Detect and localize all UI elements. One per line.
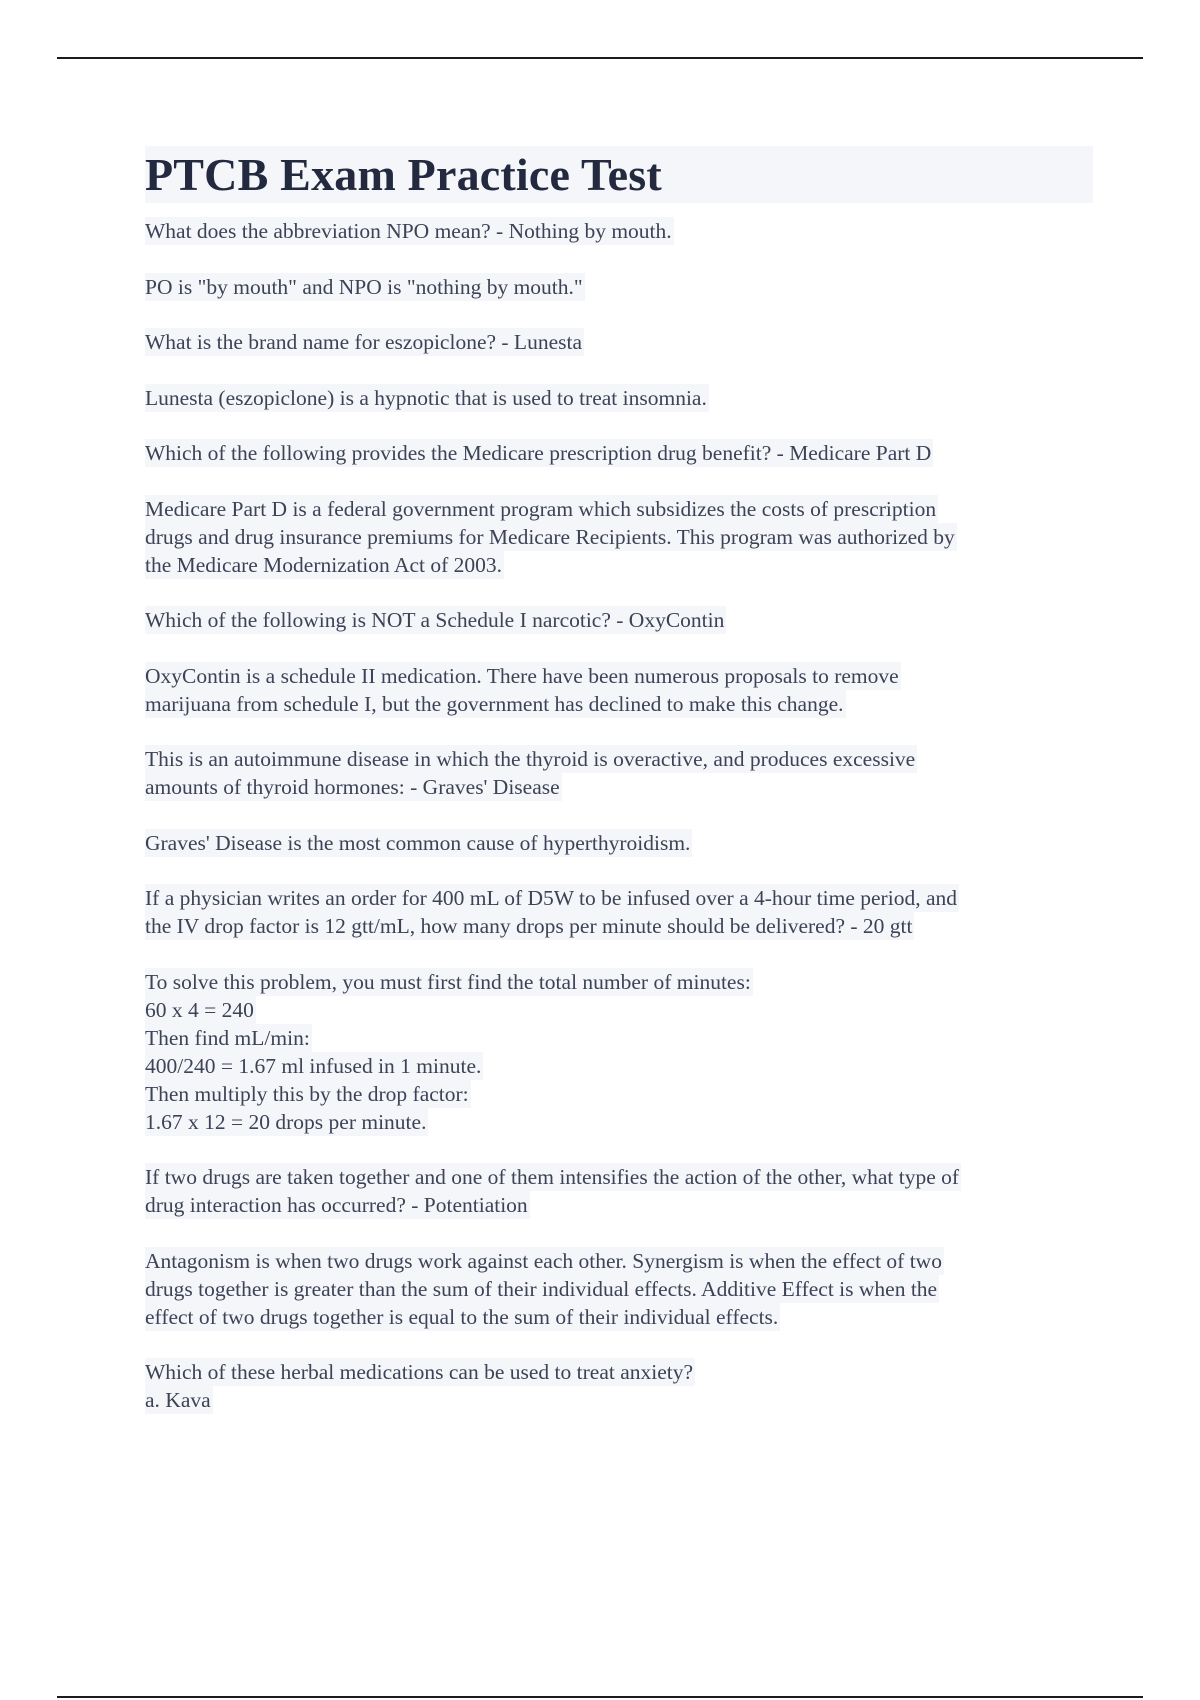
text-line: marijuana from schedule I, but the government has declined to make this change. bbox=[145, 691, 844, 716]
bottom-rule bbox=[57, 1696, 1143, 1698]
text-line: drugs and drug insurance premiums for Medicare Recipients. This program was authorized by bbox=[145, 524, 955, 549]
text-line: If two drugs are taken together and one of them intensifies the action of the other, what type of bbox=[145, 1165, 960, 1189]
text-line: 60 x 4 = 240 bbox=[145, 997, 254, 1022]
qa-paragraph bbox=[145, 328, 1093, 356]
qa-paragraph bbox=[145, 1358, 1093, 1414]
qa-paragraph bbox=[145, 384, 1093, 412]
qa-paragraph bbox=[145, 495, 1093, 579]
title-bar bbox=[145, 146, 1093, 203]
text-line: If a physician writes an order for 400 mL of D5W to be infused over a 4-hour time period, and bbox=[145, 886, 957, 910]
text-line: Then find mL/min: bbox=[145, 1025, 310, 1050]
text-line: Which of the following provides the Medicare prescription drug benefit? - Medicare Part D bbox=[145, 441, 932, 465]
qa-paragraph bbox=[145, 745, 1093, 801]
qa-list bbox=[145, 217, 1093, 1414]
text-line: effect of two drugs together is equal to the sum of their individual effects. bbox=[145, 1304, 779, 1329]
qa-paragraph bbox=[145, 968, 1093, 1136]
qa-paragraph bbox=[145, 884, 1093, 940]
text-line: PO is "by mouth" and NPO is "nothing by mouth." bbox=[145, 274, 583, 299]
text-line: Then multiply this by the drop factor: bbox=[145, 1081, 469, 1106]
text-line: OxyContin is a schedule II medication. There have been numerous proposals to remove bbox=[145, 663, 899, 688]
text-line: the Medicare Modernization Act of 2003. bbox=[145, 552, 503, 577]
page-title: PTCB Exam Practice Test bbox=[145, 148, 662, 200]
qa-paragraph bbox=[145, 273, 1093, 301]
text-line: Graves' Disease is the most common cause of hyperthyroidism. bbox=[145, 830, 691, 855]
text-line: Which of these herbal medications can be used to treat anxiety? bbox=[145, 1360, 694, 1384]
qa-paragraph bbox=[145, 217, 1093, 245]
text-line: To solve this problem, you must first find the total number of minutes: bbox=[145, 969, 751, 994]
document-body bbox=[145, 146, 1093, 1442]
qa-paragraph bbox=[145, 1163, 1093, 1219]
text-line: Medicare Part D is a federal government program which subsidizes the costs of prescription bbox=[145, 496, 937, 521]
text-line: drugs together is greater than the sum of their individual effects. Additive Effect is when the bbox=[145, 1276, 938, 1301]
text-line: What is the brand name for eszopiclone? - Lunesta bbox=[145, 330, 582, 354]
qa-paragraph bbox=[145, 1247, 1093, 1331]
text-line: drug interaction has occurred? - Potentiation bbox=[145, 1193, 528, 1217]
text-line: Antagonism is when two drugs work against each other. Synergism is when the effect of two bbox=[145, 1248, 942, 1273]
qa-paragraph bbox=[145, 439, 1093, 467]
text-line: a. Kava bbox=[145, 1388, 211, 1412]
text-line: Lunesta (eszopiclone) is a hypnotic that is used to treat insomnia. bbox=[145, 385, 707, 410]
qa-paragraph bbox=[145, 662, 1093, 718]
text-line: the IV drop factor is 12 gtt/mL, how many drops per minute should be delivered? - 20 gtt bbox=[145, 914, 913, 938]
qa-paragraph bbox=[145, 829, 1093, 857]
text-line: amounts of thyroid hormones: - Graves' Disease bbox=[145, 775, 560, 799]
text-line: Which of the following is NOT a Schedule I narcotic? - OxyContin bbox=[145, 608, 725, 632]
text-line: What does the abbreviation NPO mean? - Nothing by mouth. bbox=[145, 219, 672, 243]
text-line: 1.67 x 12 = 20 drops per minute. bbox=[145, 1109, 427, 1134]
top-rule bbox=[57, 57, 1143, 59]
text-line: This is an autoimmune disease in which the thyroid is overactive, and produces excessive bbox=[145, 747, 916, 771]
qa-paragraph bbox=[145, 606, 1093, 634]
text-line: 400/240 = 1.67 ml infused in 1 minute. bbox=[145, 1053, 482, 1078]
